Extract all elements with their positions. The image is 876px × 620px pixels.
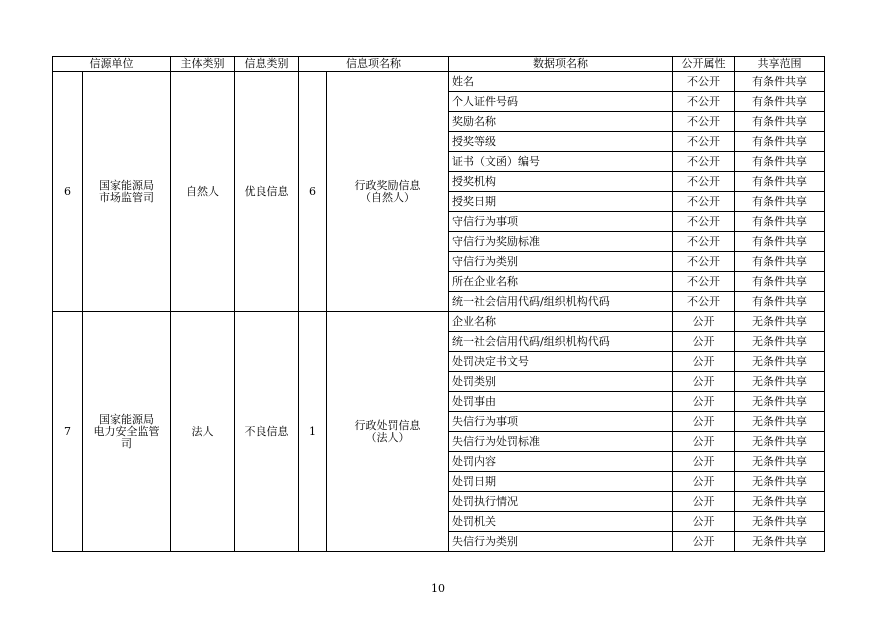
header-public-attr: 公开属性 [673, 57, 735, 72]
share-scope: 有条件共享 [735, 212, 825, 232]
data-item-name: 证书（文函）编号 [449, 152, 673, 172]
info-type-cell: 不良信息 [235, 312, 299, 552]
table-row [53, 72, 825, 92]
header-subject-type: 主体类别 [171, 57, 235, 72]
info-item-name-line: 行政奖励信息 [354, 178, 421, 192]
share-scope: 无条件共享 [735, 512, 825, 532]
share-scope: 无条件共享 [735, 532, 825, 552]
share-scope: 无条件共享 [735, 352, 825, 372]
share-scope: 有条件共享 [735, 112, 825, 132]
share-scope: 无条件共享 [735, 492, 825, 512]
data-item-name: 统一社会信用代码/组织机构代码 [449, 292, 673, 312]
data-item-name: 所在企业名称 [449, 272, 673, 292]
group-seq: 7 [53, 312, 83, 552]
table-row [53, 312, 825, 332]
source-unit-line: 电力安全监管 [93, 424, 160, 438]
share-scope: 有条件共享 [735, 232, 825, 252]
share-scope: 无条件共享 [735, 392, 825, 412]
share-scope: 有条件共享 [735, 292, 825, 312]
source-unit-cell [83, 312, 171, 552]
data-item-name: 奖励名称 [449, 112, 673, 132]
data-item-name: 失信行为事项 [449, 412, 673, 432]
source-unit-line: 国家能源局 [99, 178, 154, 192]
info-table [52, 56, 825, 552]
share-scope: 无条件共享 [735, 432, 825, 452]
share-scope: 有条件共享 [735, 72, 825, 92]
public-attr: 公开 [673, 372, 735, 392]
data-item-name: 失信行为处罚标准 [449, 432, 673, 452]
info-item-name-cell [327, 72, 449, 312]
data-item-name: 姓名 [449, 72, 673, 92]
public-attr: 不公开 [673, 252, 735, 272]
data-item-name: 守信行为奖励标准 [449, 232, 673, 252]
public-attr: 公开 [673, 392, 735, 412]
share-scope: 无条件共享 [735, 452, 825, 472]
header-info-item-name: 信息项名称 [299, 57, 449, 72]
source-unit-line: 市场监管司 [99, 190, 154, 204]
data-item-name: 统一社会信用代码/组织机构代码 [449, 332, 673, 352]
data-item-name: 处罚类别 [449, 372, 673, 392]
info-item-name-line: （法人） [365, 430, 410, 444]
info-item-name-line: 行政处罚信息 [354, 418, 421, 432]
share-scope: 有条件共享 [735, 152, 825, 172]
source-unit-line: 司 [121, 436, 132, 450]
header-source-unit: 信源单位 [53, 57, 171, 72]
source-unit-line: 国家能源局 [99, 412, 154, 426]
data-item-name: 处罚内容 [449, 452, 673, 472]
share-scope: 有条件共享 [735, 92, 825, 112]
share-scope: 无条件共享 [735, 412, 825, 432]
data-item-name: 授奖等级 [449, 132, 673, 152]
share-scope: 有条件共享 [735, 252, 825, 272]
data-item-name: 守信行为事项 [449, 212, 673, 232]
public-attr: 公开 [673, 412, 735, 432]
public-attr: 公开 [673, 432, 735, 452]
public-attr: 不公开 [673, 92, 735, 112]
public-attr: 公开 [673, 472, 735, 492]
data-item-name: 守信行为类别 [449, 252, 673, 272]
info-item-name-cell [327, 312, 449, 552]
table-body [53, 72, 825, 552]
public-attr: 不公开 [673, 172, 735, 192]
data-item-name: 处罚日期 [449, 472, 673, 492]
public-attr: 公开 [673, 352, 735, 372]
data-item-name: 企业名称 [449, 312, 673, 332]
data-item-name: 处罚机关 [449, 512, 673, 532]
share-scope: 无条件共享 [735, 332, 825, 352]
header-info-type: 信息类别 [235, 57, 299, 72]
data-item-name: 个人证件号码 [449, 92, 673, 112]
data-item-name: 授奖日期 [449, 192, 673, 212]
share-scope: 有条件共享 [735, 172, 825, 192]
header-data-item-name: 数据项名称 [449, 57, 673, 72]
subject-type-cell: 自然人 [171, 72, 235, 312]
public-attr: 公开 [673, 532, 735, 552]
public-attr: 不公开 [673, 292, 735, 312]
subject-type-cell: 法人 [171, 312, 235, 552]
public-attr: 不公开 [673, 152, 735, 172]
public-attr: 公开 [673, 492, 735, 512]
share-scope: 无条件共享 [735, 472, 825, 492]
data-item-name: 失信行为类别 [449, 532, 673, 552]
info-item-no-cell: 6 [299, 72, 327, 312]
public-attr: 不公开 [673, 192, 735, 212]
data-item-name: 处罚决定书文号 [449, 352, 673, 372]
public-attr: 公开 [673, 452, 735, 472]
share-scope: 有条件共享 [735, 272, 825, 292]
public-attr: 不公开 [673, 272, 735, 292]
public-attr: 不公开 [673, 132, 735, 152]
share-scope: 有条件共享 [735, 192, 825, 212]
page-number: 10 [431, 582, 445, 595]
share-scope: 有条件共享 [735, 132, 825, 152]
public-attr: 不公开 [673, 232, 735, 252]
public-attr: 不公开 [673, 72, 735, 92]
public-attr: 公开 [673, 512, 735, 532]
data-item-name: 授奖机构 [449, 172, 673, 192]
public-attr: 公开 [673, 332, 735, 352]
share-scope: 无条件共享 [735, 312, 825, 332]
public-attr: 不公开 [673, 212, 735, 232]
data-item-name: 处罚事由 [449, 392, 673, 412]
data-item-name: 处罚执行情况 [449, 492, 673, 512]
header-share-scope: 共享范围 [735, 57, 825, 72]
public-attr: 公开 [673, 312, 735, 332]
group-seq: 6 [53, 72, 83, 312]
info-item-no-cell: 1 [299, 312, 327, 552]
info-type-cell: 优良信息 [235, 72, 299, 312]
header-row [53, 57, 825, 72]
source-unit-cell [83, 72, 171, 312]
info-item-name-line: （自然人） [360, 190, 415, 204]
share-scope: 无条件共享 [735, 372, 825, 392]
public-attr: 不公开 [673, 112, 735, 132]
